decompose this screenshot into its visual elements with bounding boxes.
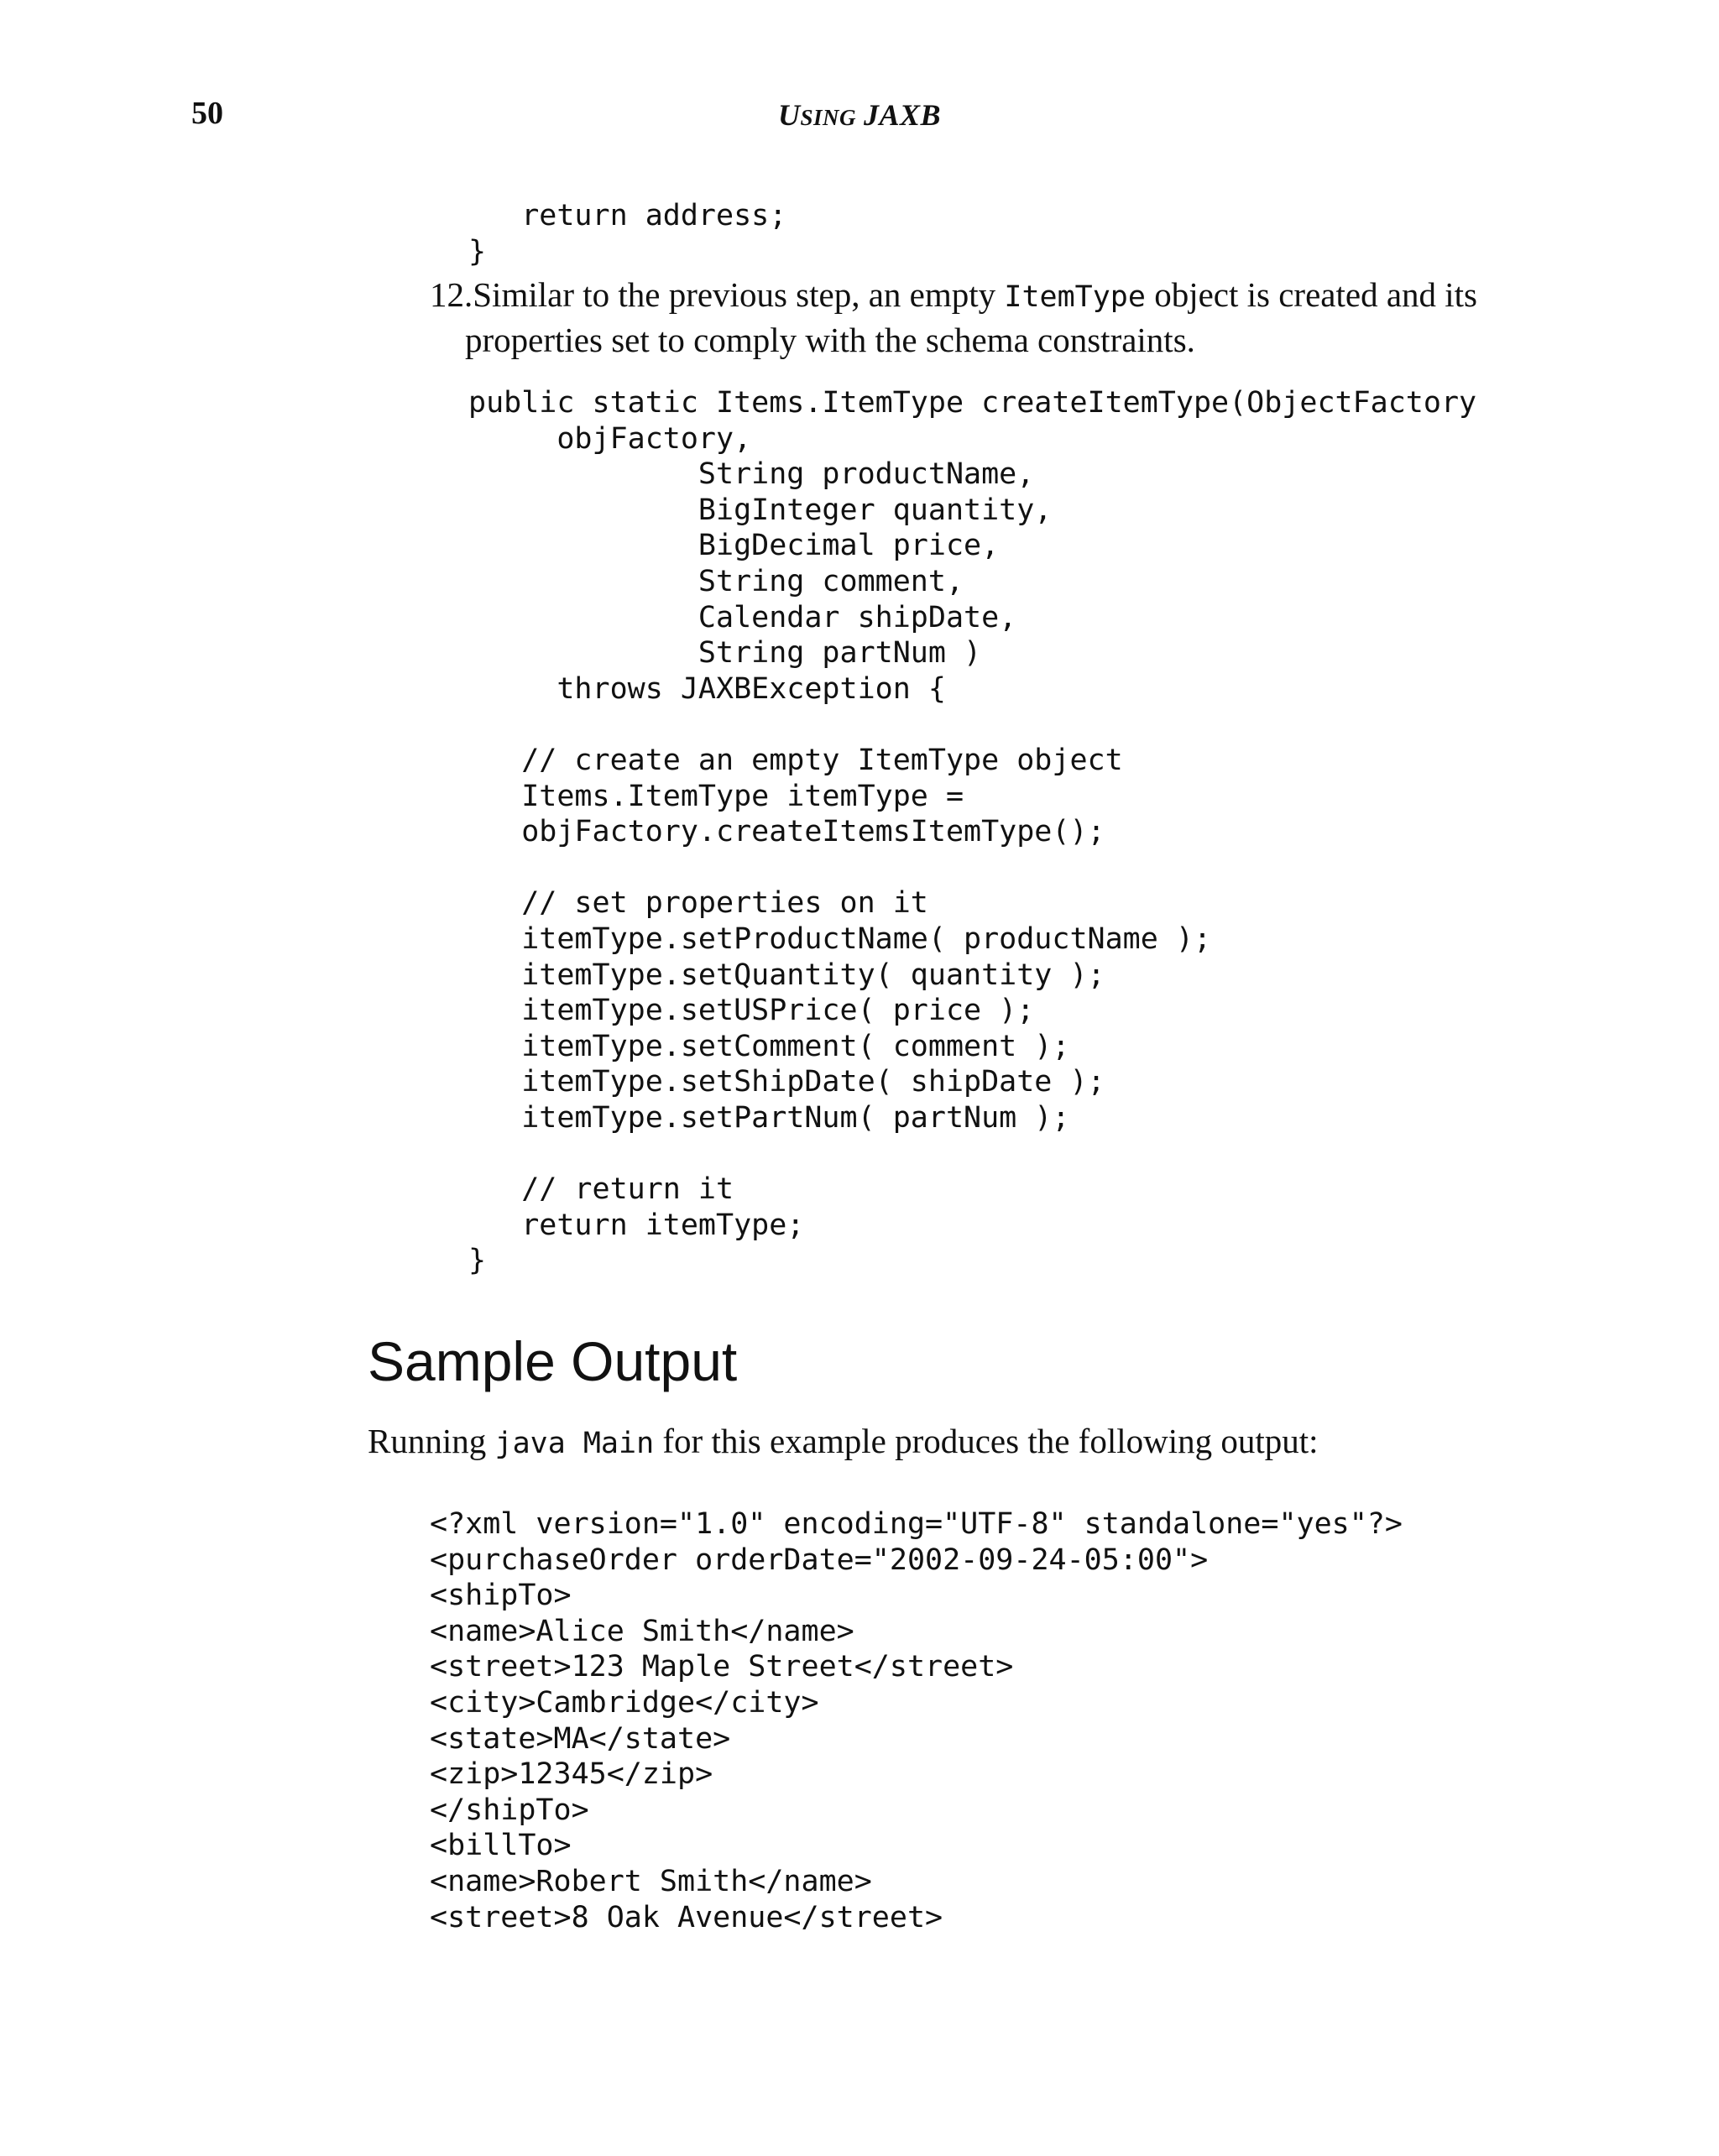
- step-line-2: properties set to comply with the schema constraints.: [465, 321, 1195, 359]
- code-block-create-item-type: public static Items.ItemType createItemType(ObjectFactory objFactory, String productName, BigInteger quantity, BigDecimal price, String comment, Calendar shipDate, String partNum ) throws JAXBException { // create an empty ItemType object Items.ItemType itemType = objFactory.createItemsItemType(); // set properties on it itemType.setProductName( productName ); itemType.setQuantity( quantity ); itemType.setUSPrice( price ); itemType.setComment( comment ); itemType.setShipDate( shipDate ); itemType.setPartNum( partNum ); // return it return itemType; }: [468, 386, 1477, 1278]
- intro-paragraph: [368, 1420, 1319, 1465]
- step-text-after: object is created and its: [1145, 275, 1477, 314]
- running-head-initial: U: [777, 98, 801, 132]
- running-head-word2: JAXB: [863, 98, 942, 132]
- intro-text-before: Running: [368, 1422, 495, 1460]
- intro-inline-code: java Main: [494, 1427, 655, 1460]
- running-head: [0, 96, 1719, 137]
- running-head-smallcaps: SING: [800, 105, 856, 130]
- step-number: 12.: [430, 275, 473, 314]
- intro-text-after: for this example produces the following output:: [654, 1422, 1319, 1460]
- code-block-sample-output: <?xml version="1.0" encoding="UTF-8" standalone="yes"?> <purchaseOrder orderDate="2002-09-24-05:00"> <shipTo> <name>Alice Smith</name> <street>123 Maple Street</street> <city>Cambridge</city> <state>MA</state> <zip>12345</zip> </shipTo> <billTo> <name>Robert Smith</name> <street>8 Oak Avenue</street>: [430, 1507, 1403, 1934]
- section-heading: Sample Output: [368, 1330, 738, 1392]
- step-text-before: Similar to the previous step, an empty: [473, 275, 1005, 314]
- step-inline-code: ItemType: [1004, 280, 1146, 314]
- step-12: [430, 274, 1554, 362]
- page-number: 50: [191, 96, 223, 131]
- code-block-return-address: return address; }: [468, 199, 787, 269]
- step-line-1: [430, 274, 1554, 319]
